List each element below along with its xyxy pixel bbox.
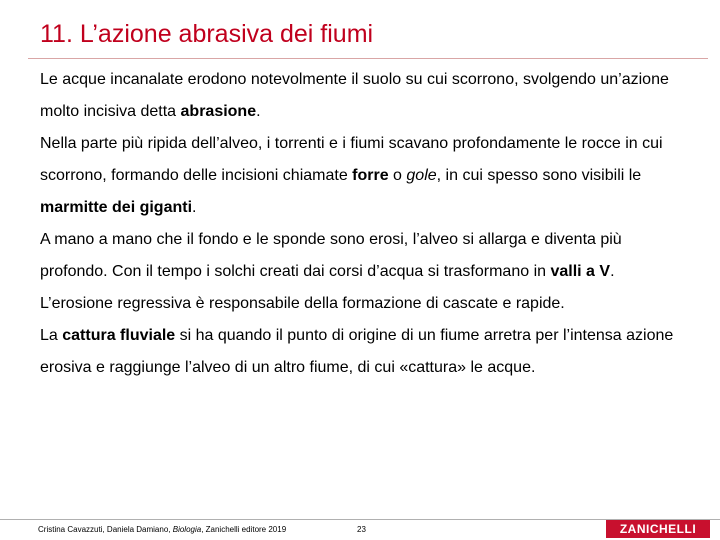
p5-text-c: si ha quando il punto di origine di un fiume arretra per l’intensa azione erosiva e raggiunge l’alveo di un altro fiume, di cui «cattura» le acque. <box>40 327 674 376</box>
paragraph-forre <box>40 128 680 224</box>
p2-text-a: Nella parte più ripida dell’alveo, i torrenti e i fiumi scavano profondamente le rocce in cui scorrono, formando delle incisioni chiamate <box>40 135 663 184</box>
term-forre: forre <box>352 167 389 184</box>
paragraph-valli <box>40 224 680 288</box>
p3-text-a: A mano a mano che il fondo e le sponde sono erosi, l’alveo si allarga e diventa più profondo. Con il tempo i solchi creati dai corsi d’acqua si trasformano in <box>40 231 622 280</box>
credit-book-title: Biologia <box>172 525 202 534</box>
p2-text-e: , in cui spesso sono visibili le <box>436 167 642 184</box>
p2-text-g: . <box>192 199 197 216</box>
term-valli-a-v: valli a V <box>550 263 611 280</box>
p5-text-a: La <box>40 327 63 344</box>
slide-body <box>40 64 680 384</box>
paragraph-erosione <box>40 288 680 320</box>
slide-title: 11. L’azione abrasiva dei fiumi <box>40 20 374 48</box>
title-divider <box>28 58 708 59</box>
paragraph-abrasione <box>40 64 680 128</box>
term-gole: gole <box>406 167 437 184</box>
term-cattura-fluviale: cattura fluviale <box>62 327 176 344</box>
footer-credit <box>38 525 286 534</box>
term-marmitte: marmitte dei giganti <box>40 199 193 216</box>
p2-text-c: o <box>388 167 407 184</box>
p1-text-c: . <box>256 103 261 120</box>
paragraph-cattura <box>40 320 680 384</box>
page-number: 23 <box>357 525 366 534</box>
term-abrasione: abrasione <box>180 103 257 120</box>
p4-text-a: L’erosione regressiva è responsabile della formazione di cascate e rapide. <box>40 295 565 312</box>
credit-publisher: , Zanichelli editore 2019 <box>201 525 287 534</box>
p3-text-c: . <box>610 263 615 280</box>
p1-text-a: Le acque incanalate erodono notevolmente il suolo su cui scorrono, svolgendo un’azione molto incisiva detta <box>40 71 669 120</box>
zanichelli-logo: ZANICHELLI <box>606 520 710 538</box>
credit-authors: Cristina Cavazzuti, Daniela Damiano, <box>38 525 173 534</box>
